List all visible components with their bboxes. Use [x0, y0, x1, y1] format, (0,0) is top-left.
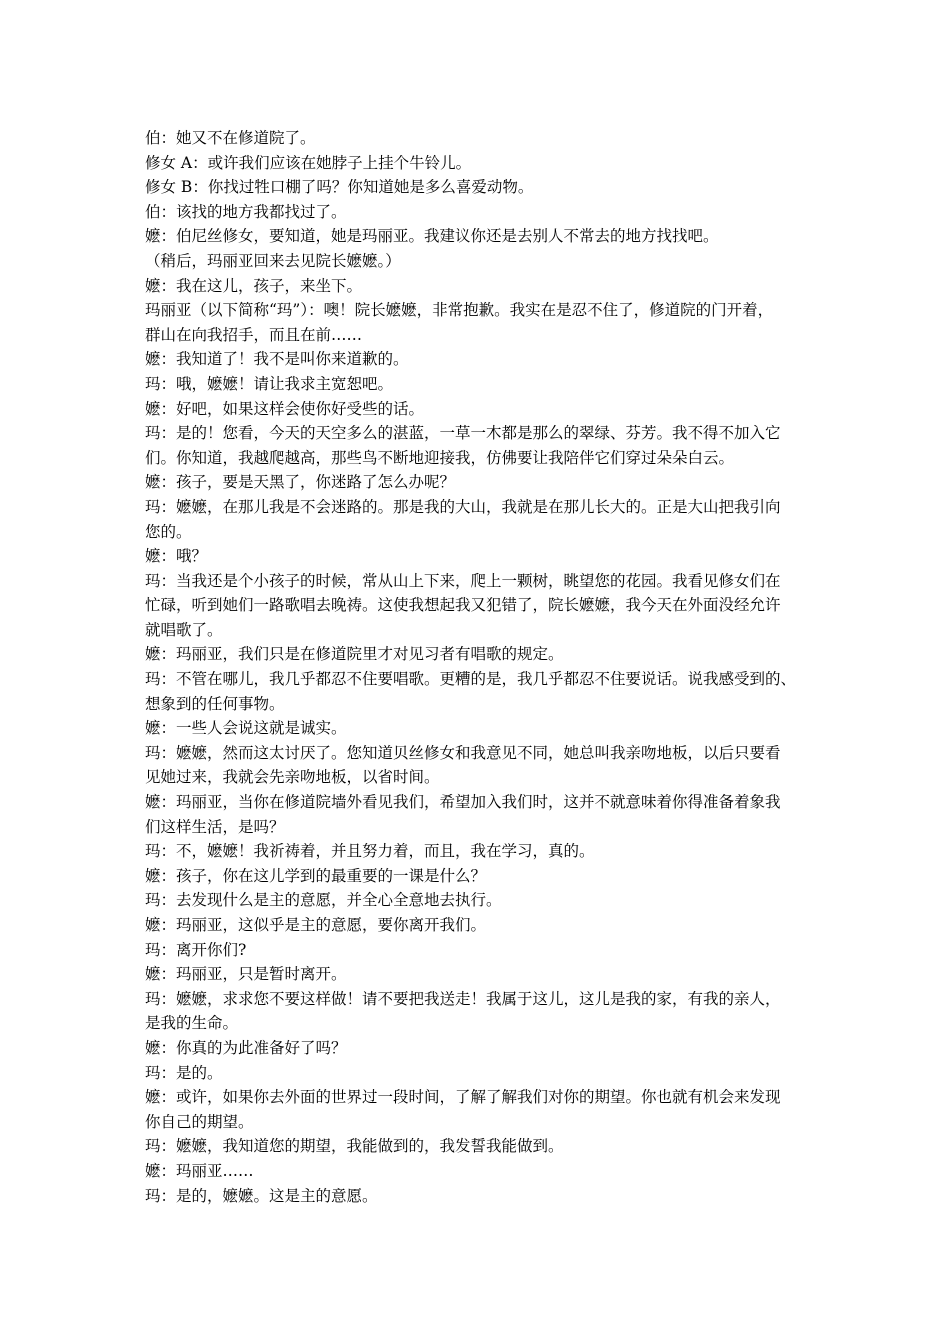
text-line: 们。你知道，我越爬越高，那些鸟不断地迎接我，仿佛要让我陪伴它们穿过朵朵白云。	[145, 448, 735, 467]
text-line: 想象到的任何事物。	[145, 694, 285, 713]
dialogue-paragraph	[145, 667, 810, 716]
text-line: 就唱歌了。	[145, 620, 223, 639]
text-line: 玛：是的，嬷嬷。这是主的意愿。	[145, 1186, 378, 1205]
text-line: 们这样生活，是吗？	[145, 817, 285, 836]
text-line: 修女 A：或许我们应该在她脖子上挂个牛铃儿。	[145, 153, 472, 172]
dialogue-paragraph	[145, 913, 810, 938]
document-page	[145, 126, 810, 1208]
text-line: 玛：是的！您看，今天的天空多么的湛蓝，一草一木都是那么的翠绿、芬芳。我不得不加入它	[145, 424, 781, 443]
dialogue-paragraph	[145, 987, 810, 1036]
text-line: 玛：是的。	[145, 1063, 223, 1082]
dialogue-paragraph	[145, 372, 810, 397]
text-line: 是我的生命。	[145, 1014, 239, 1033]
dialogue-paragraph	[145, 397, 810, 422]
dialogue-paragraph	[145, 298, 810, 347]
text-line: 伯：她又不在修道院了。	[145, 129, 316, 147]
dialogue-paragraph	[145, 126, 810, 151]
dialogue-paragraph	[145, 347, 810, 372]
dialogue-paragraph	[145, 1061, 810, 1086]
dialogue-paragraph	[145, 888, 810, 913]
dialogue-paragraph	[145, 1184, 810, 1209]
dialogue-paragraph	[145, 544, 810, 569]
dialogue-paragraph	[145, 716, 810, 741]
text-line: 玛：嬷嬷，求求您不要这样做！请不要把我送走！我属于这儿，这儿是我的家，有我的亲人，	[145, 989, 781, 1008]
text-line: 群山在向我招手，而且在前……	[145, 325, 363, 344]
dialogue-paragraph	[145, 249, 810, 274]
text-line: 您的。	[145, 522, 192, 541]
dialogue-paragraph	[145, 938, 810, 963]
dialogue-paragraph	[145, 790, 810, 839]
text-line: 修女 B：你找过牲口棚了吗？你知道她是多么喜爱动物。	[145, 178, 534, 197]
text-line: 嬷：孩子，要是天黑了，你迷路了怎么办呢？	[145, 473, 456, 492]
dialogue-paragraph	[145, 569, 810, 643]
text-line: 玛：不管在哪儿，我几乎都忍不住要唱歌。更糟的是，我几乎都忍不住要说话。说我感受到的、	[145, 670, 797, 689]
dialogue-paragraph	[145, 224, 810, 249]
text-line: 嬷：一些人会说这就是诚实。	[145, 719, 347, 738]
text-line: 玛：不，嬷嬷！我祈祷着，并且努力着，而且，我在学习，真的。	[145, 842, 595, 861]
text-line: 玛：哦，嬷嬷！请让我求主宽恕吧。	[145, 374, 394, 393]
text-line: 玛：嬷嬷，在那儿我是不会迷路的。那是我的大山，我就是在那儿长大的。正是大山把我引向	[145, 497, 781, 516]
dialogue-paragraph	[145, 864, 810, 889]
dialogue-paragraph	[145, 200, 810, 225]
text-line: 嬷：我知道了！我不是叫你来道歉的。	[145, 350, 409, 369]
text-line: 嬷：伯尼丝修女，要知道，她是玛丽亚。我建议你还是去别人不常去的地方找找吧。	[145, 227, 719, 246]
text-line: 嬷：我在这儿，孩子，来坐下。	[145, 276, 363, 295]
text-line: 玛丽亚（以下简称“玛”）：噢！院长嬷嬷，非常抱歉。我实在是忍不住了，修道院的门开着，	[145, 301, 774, 320]
text-line: 玛：嬷嬷，然而这太讨厌了。您知道贝丝修女和我意见不同，她总叫我亲吻地板，以后只要看	[145, 743, 781, 762]
dialogue-paragraph	[145, 175, 810, 200]
text-line: 嬷：你真的为此准备好了吗？	[145, 1038, 347, 1057]
text-line: 伯：该找的地方我都找过了。	[145, 202, 347, 221]
dialogue-paragraph	[145, 151, 810, 176]
dialogue-paragraph	[145, 642, 810, 667]
dialogue-paragraph	[145, 1134, 810, 1159]
text-line: 嬷：玛丽亚，这似乎是主的意愿，要你离开我们。	[145, 916, 487, 934]
text-line: 忙碌，听到她们一路歌唱去晚祷。这使我想起我又犯错了，院长嬷嬷，我今天在外面没经允许	[145, 596, 781, 615]
text-line: 嬷：玛丽亚，当你在修道院墙外看见我们，希望加入我们时，这并不就意味着你得准备着象我	[145, 793, 781, 812]
text-line: 玛：去发现什么是主的意愿，并全心全意地去执行。	[145, 891, 502, 910]
text-line: 嬷：或许，如果你去外面的世界过一段时间，了解了解我们对你的期望。你也就有机会来发现	[145, 1088, 781, 1107]
text-line: 嬷：玛丽亚……	[145, 1161, 254, 1180]
dialogue-paragraph	[145, 962, 810, 987]
text-line: 玛：离开你们?	[145, 940, 247, 959]
text-line: 玛：当我还是个小孩子的时候，常从山上下来，爬上一颗树，眺望您的花园。我看见修女们在	[145, 571, 781, 590]
dialogue-paragraph	[145, 421, 810, 470]
text-line: 嬷：玛丽亚，只是暂时离开。	[145, 965, 347, 984]
dialogue-paragraph	[145, 470, 810, 495]
dialogue-paragraph	[145, 1085, 810, 1134]
text-line: 嬷：哦？	[145, 547, 208, 566]
text-line: 你自己的期望。	[145, 1112, 254, 1131]
text-line: 嬷：好吧，如果这样会使你好受些的话。	[145, 399, 425, 418]
text-line: 玛：嬷嬷，我知道您的期望，我能做到的，我发誓我能做到。	[145, 1137, 564, 1156]
text-line: 见她过来，我就会先亲吻地板，以省时间。	[145, 768, 440, 787]
dialogue-paragraph	[145, 274, 810, 299]
text-line: （稍后，玛丽亚回来去见院长嬷嬷。）	[145, 251, 401, 270]
text-line: 嬷：玛丽亚，我们只是在修道院里才对见习者有唱歌的规定。	[145, 645, 564, 664]
dialogue-paragraph	[145, 1036, 810, 1061]
dialogue-paragraph	[145, 839, 810, 864]
dialogue-paragraph	[145, 741, 810, 790]
dialogue-paragraph	[145, 1159, 810, 1184]
text-line: 嬷：孩子，你在这儿学到的最重要的一课是什么？	[145, 866, 487, 885]
dialogue-paragraph	[145, 495, 810, 544]
